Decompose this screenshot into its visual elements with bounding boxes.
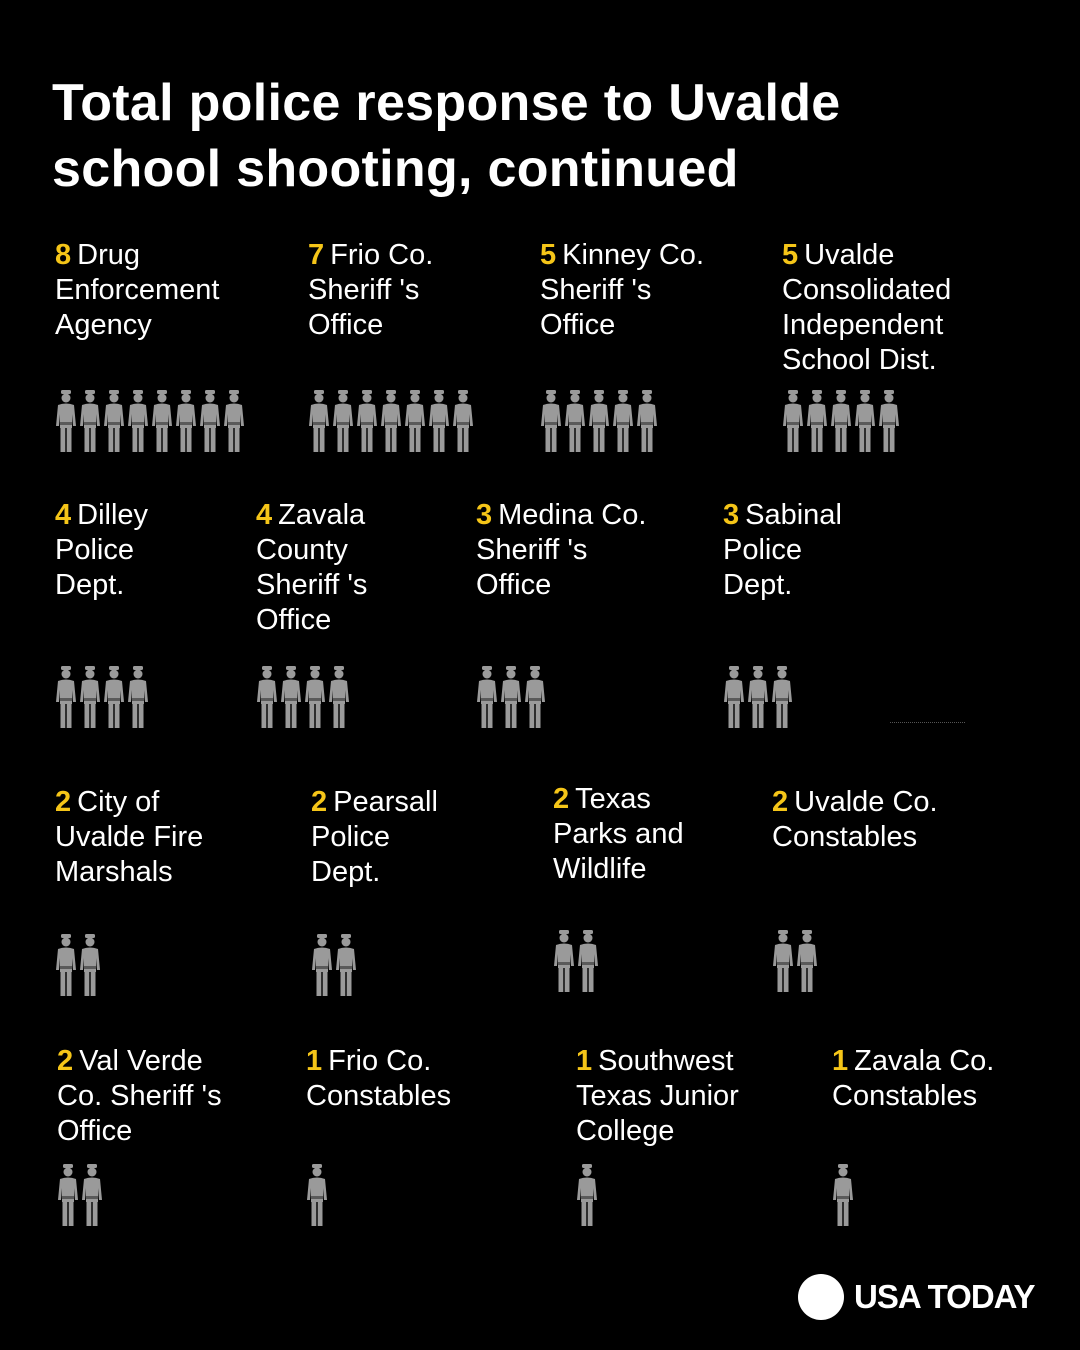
police-officer-icon [127, 390, 149, 452]
police-officer-icon [328, 666, 350, 728]
agency-label [55, 785, 203, 890]
officer-icons-kinney-co-sheriff-s-office [540, 390, 658, 452]
officer-mark [524, 666, 546, 728]
officer-mark [854, 390, 876, 452]
agency-label [55, 498, 148, 603]
officer-mark [576, 1164, 598, 1226]
officer-mark [723, 666, 745, 728]
officer-mark [796, 930, 818, 992]
agency-label-line: Texas Junior [576, 1080, 739, 1112]
officer-mark [335, 934, 357, 996]
officer-icons-dilley-police-dept [55, 666, 149, 728]
officer-mark [564, 390, 586, 452]
agency-label-line: 2 City of [55, 786, 160, 818]
agency-count: 7 [308, 239, 325, 271]
usa-today-logo [798, 1274, 1035, 1320]
agency-drug-enforcement-agency [55, 238, 219, 343]
officer-icons-val-verde-co-sheriff-s-office [57, 1164, 103, 1226]
police-officer-icon [588, 390, 610, 452]
agency-count: 8 [55, 239, 72, 271]
agency-zavala-county-sheriff-s-office [256, 498, 367, 638]
logo-dot-icon [798, 1274, 844, 1320]
agency-label-line: 1 Zavala Co. [832, 1045, 995, 1077]
police-officer-icon [878, 390, 900, 452]
agency-count: 5 [782, 239, 799, 271]
officer-mark [103, 390, 125, 452]
agency-label-line: Consolidated [782, 274, 952, 306]
officer-icons-zavala-co-constables [832, 1164, 854, 1226]
police-officer-icon [311, 934, 333, 996]
police-officer-icon [79, 934, 101, 996]
officer-mark [332, 390, 354, 452]
police-officer-icon [832, 1164, 854, 1226]
agency-count: 1 [576, 1045, 593, 1077]
police-officer-icon [428, 390, 450, 452]
agency-label-line: Police [55, 534, 134, 566]
officer-mark [806, 390, 828, 452]
agency-count: 1 [306, 1045, 323, 1077]
agency-uvalde-consolidated-independent-school-dist [782, 238, 951, 378]
officer-icons-frio-co-sheriff-s-office [308, 390, 474, 452]
agency-label-line: 5 Kinney Co. [540, 239, 704, 271]
officer-mark [55, 666, 77, 728]
agency-label-line: 1 Southwest [576, 1045, 734, 1077]
agency-label [55, 238, 219, 343]
officer-mark [540, 390, 562, 452]
agency-label [782, 238, 951, 378]
police-officer-icon [57, 1164, 79, 1226]
police-officer-icon [771, 666, 793, 728]
police-officer-icon [404, 390, 426, 452]
officer-icons-texas-parks-and-wildlife [553, 930, 599, 992]
officer-mark [81, 1164, 103, 1226]
officer-icons-uvalde-co-constables [772, 930, 818, 992]
officer-mark [103, 666, 125, 728]
police-officer-icon [280, 666, 302, 728]
agency-label-line: 8 Drug [55, 239, 140, 271]
agency-label-line: County [256, 534, 348, 566]
police-officer-icon [612, 390, 634, 452]
officer-mark [772, 930, 794, 992]
police-officer-icon [304, 666, 326, 728]
officer-icons-medina-co-sheriff-s-office [476, 666, 546, 728]
officer-mark [577, 930, 599, 992]
officer-mark [878, 390, 900, 452]
agency-label-line: Office [256, 604, 332, 636]
police-officer-icon [806, 390, 828, 452]
police-officer-icon [577, 930, 599, 992]
police-officer-icon [332, 390, 354, 452]
agency-label-line: Agency [55, 309, 152, 341]
police-officer-icon [223, 390, 245, 452]
agency-count: 2 [311, 786, 328, 818]
agency-label [57, 1044, 222, 1149]
agency-dilley-police-dept [55, 498, 148, 603]
police-officer-icon [854, 390, 876, 452]
agency-label-line: 2 Texas [553, 783, 651, 815]
officer-icons-sabinal-police-dept [723, 666, 793, 728]
agency-label-line: Office [476, 569, 552, 601]
police-officer-icon [576, 1164, 598, 1226]
officer-mark [306, 1164, 328, 1226]
agency-count: 2 [55, 786, 72, 818]
agency-frio-co-constables [306, 1044, 451, 1114]
police-officer-icon [55, 934, 77, 996]
agency-count: 3 [476, 499, 493, 531]
agency-label [306, 1044, 451, 1114]
agency-count: 2 [57, 1045, 74, 1077]
police-officer-icon [127, 666, 149, 728]
police-officer-icon [553, 930, 575, 992]
officer-mark [771, 666, 793, 728]
police-officer-icon [79, 390, 101, 452]
agency-label [308, 238, 433, 343]
officer-mark [199, 390, 221, 452]
agency-label-line: 2 Val Verde [57, 1045, 203, 1077]
agency-label-line: Dept. [311, 856, 381, 888]
agency-label-line: Office [57, 1115, 133, 1147]
police-officer-icon [151, 390, 173, 452]
agency-label-line: Office [540, 309, 616, 341]
agency-label [772, 785, 938, 855]
police-officer-icon [256, 666, 278, 728]
divider [890, 722, 965, 723]
agency-label-line: Parks and [553, 818, 684, 850]
agency-label-line: 3 Sabinal [723, 499, 842, 531]
officer-icons-pearsall-police-dept [311, 934, 357, 996]
police-officer-icon [356, 390, 378, 452]
agency-label [476, 498, 646, 603]
officer-mark [500, 666, 522, 728]
police-officer-icon [103, 666, 125, 728]
agency-label [311, 785, 438, 890]
officer-mark [428, 390, 450, 452]
police-officer-icon [772, 930, 794, 992]
agency-label-line: Constables [306, 1080, 452, 1112]
officer-icons-zavala-county-sheriff-s-office [256, 666, 350, 728]
officer-mark [380, 390, 402, 452]
agency-label-line: 4 Dilley [55, 499, 149, 531]
police-officer-icon [500, 666, 522, 728]
agency-label-line: Dept. [55, 569, 125, 601]
agency-label-line: Sheriff 's [540, 274, 652, 306]
agency-southwest-texas-junior-college [576, 1044, 739, 1149]
agency-count: 3 [723, 499, 740, 531]
officer-mark [256, 666, 278, 728]
agency-label [576, 1044, 739, 1149]
officer-mark [747, 666, 769, 728]
agency-frio-co-sheriff-s-office [308, 238, 433, 343]
agency-label-line: Constables [772, 821, 918, 853]
page-title: Total police response to Uvalde school shooting, continued [52, 74, 841, 198]
officer-mark [55, 934, 77, 996]
police-officer-icon [564, 390, 586, 452]
officer-icons-southwest-texas-junior-college [576, 1164, 598, 1226]
officer-mark [79, 934, 101, 996]
agency-medina-co-sheriff-s-office [476, 498, 646, 603]
police-officer-icon [79, 666, 101, 728]
agency-pearsall-police-dept [311, 785, 438, 890]
officer-mark [782, 390, 804, 452]
agency-label-line: Independent [782, 309, 944, 341]
agency-label-line: Sheriff 's [308, 274, 420, 306]
police-officer-icon [723, 666, 745, 728]
officer-mark [356, 390, 378, 452]
police-officer-icon [476, 666, 498, 728]
officer-icons-city-of-uvalde-fire-marshals [55, 934, 101, 996]
agency-label-line: Enforcement [55, 274, 220, 306]
police-officer-icon [308, 390, 330, 452]
officer-mark [175, 390, 197, 452]
police-officer-icon [81, 1164, 103, 1226]
agency-label-line: Uvalde Fire [55, 821, 204, 853]
agency-uvalde-co-constables [772, 785, 938, 855]
agency-label-line: 4 Zavala [256, 499, 366, 531]
agency-kinney-co-sheriff-s-office [540, 238, 704, 343]
officer-icons-uvalde-consolidated-independent-school-dist [782, 390, 900, 452]
agency-label-line: Constables [832, 1080, 978, 1112]
police-officer-icon [335, 934, 357, 996]
agency-label-line: Co. Sheriff 's [57, 1080, 222, 1112]
officer-mark [830, 390, 852, 452]
agency-label-line: 2 Pearsall [311, 786, 438, 818]
officer-mark [55, 390, 77, 452]
agency-label-line: 7 Frio Co. [308, 239, 434, 271]
agency-label-line: School Dist. [782, 344, 937, 376]
agency-label-line: Office [308, 309, 384, 341]
officer-mark [57, 1164, 79, 1226]
agency-count: 4 [256, 499, 273, 531]
police-officer-icon [636, 390, 658, 452]
agency-city-of-uvalde-fire-marshals [55, 785, 203, 890]
officer-mark [452, 390, 474, 452]
officer-mark [832, 1164, 854, 1226]
officer-mark [223, 390, 245, 452]
police-officer-icon [796, 930, 818, 992]
officer-mark [127, 666, 149, 728]
agency-label-line: 5 Uvalde [782, 239, 895, 271]
agency-label [723, 498, 842, 603]
police-officer-icon [199, 390, 221, 452]
agency-label-line: Police [311, 821, 390, 853]
agency-label-line: 2 Uvalde Co. [772, 786, 938, 818]
officer-mark [404, 390, 426, 452]
police-officer-icon [380, 390, 402, 452]
agency-label-line: Sheriff 's [256, 569, 368, 601]
police-officer-icon [540, 390, 562, 452]
agency-count: 2 [772, 786, 789, 818]
agency-sabinal-police-dept [723, 498, 842, 603]
officer-mark [280, 666, 302, 728]
agency-label [540, 238, 704, 343]
agency-label-line: 1 Frio Co. [306, 1045, 432, 1077]
officer-mark [127, 390, 149, 452]
police-officer-icon [782, 390, 804, 452]
agency-label-line: Police [723, 534, 802, 566]
agency-val-verde-co-sheriff-s-office [57, 1044, 222, 1149]
agency-count: 5 [540, 239, 557, 271]
agency-label-line: Dept. [723, 569, 793, 601]
agency-label-line: Sheriff 's [476, 534, 588, 566]
agency-zavala-co-constables [832, 1044, 994, 1114]
officer-mark [476, 666, 498, 728]
officer-mark [636, 390, 658, 452]
police-officer-icon [306, 1164, 328, 1226]
officer-mark [612, 390, 634, 452]
officer-mark [311, 934, 333, 996]
agency-label-line: Wildlife [553, 853, 647, 885]
officer-mark [151, 390, 173, 452]
police-officer-icon [55, 390, 77, 452]
agency-label-line: Marshals [55, 856, 173, 888]
agency-count: 4 [55, 499, 72, 531]
agency-label-line: College [576, 1115, 675, 1147]
officer-icons-drug-enforcement-agency [55, 390, 245, 452]
agency-count: 1 [832, 1045, 849, 1077]
officer-icons-frio-co-constables [306, 1164, 328, 1226]
logo-text: USA TODAY [854, 1278, 1035, 1315]
officer-mark [588, 390, 610, 452]
police-officer-icon [747, 666, 769, 728]
police-officer-icon [175, 390, 197, 452]
agency-label [832, 1044, 994, 1114]
police-officer-icon [830, 390, 852, 452]
officer-mark [308, 390, 330, 452]
officer-mark [553, 930, 575, 992]
officer-mark [79, 666, 101, 728]
agency-count: 2 [553, 783, 570, 815]
police-officer-icon [452, 390, 474, 452]
agency-label [256, 498, 367, 638]
police-officer-icon [103, 390, 125, 452]
officer-mark [304, 666, 326, 728]
police-officer-icon [55, 666, 77, 728]
officer-mark [79, 390, 101, 452]
agency-texas-parks-and-wildlife [553, 782, 684, 887]
agency-label-line: 3 Medina Co. [476, 499, 647, 531]
agency-label [553, 782, 684, 887]
officer-mark [328, 666, 350, 728]
police-officer-icon [524, 666, 546, 728]
